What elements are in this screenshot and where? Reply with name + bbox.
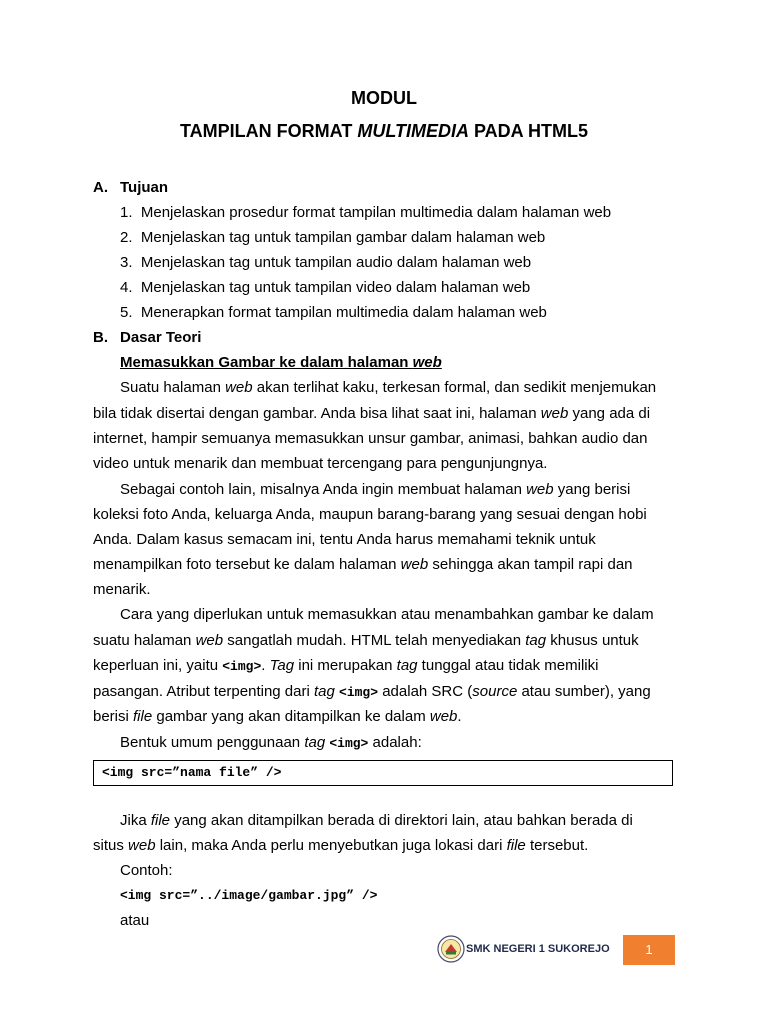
section-b-heading: Dasar Teori (120, 329, 202, 346)
section-a-letter: A. (93, 179, 108, 196)
paragraph-line: keperluan ini, yaitu <img>. Tag ini merupakan tag tunggal atau tidak memiliki (93, 657, 599, 674)
doc-title-line1: MODUL (351, 88, 417, 108)
list-item: 2. Menjelaskan tag untuk tampilan gambar dalam halaman web (120, 229, 546, 246)
section-a-heading: Tujuan (120, 179, 169, 196)
list-item: 3. Menjelaskan tag untuk tampilan audio dalam halaman web (120, 254, 532, 271)
doc-title-line2: TAMPILAN FORMAT MULTIMEDIA PADA HTML5 (180, 121, 588, 141)
code-example-box (93, 760, 673, 786)
section-b-letter: B. (93, 329, 108, 346)
or-label: atau (120, 912, 150, 929)
paragraph-line: menampilkan foto tersebut ke dalam halaman web sehingga akan tampil rapi dan (93, 556, 633, 573)
list-item: 4. Menjelaskan tag untuk tampilan video dalam halaman web (120, 279, 531, 296)
paragraph-line: bila tidak disertai dengan gambar. Anda bisa lihat saat ini, halaman web yang ada di (93, 405, 651, 422)
paragraph-line: Sebagai contoh lain, misalnya Anda ingin membuat halaman web yang berisi (120, 481, 631, 498)
subsection-heading: Memasukkan Gambar ke dalam halaman web (120, 354, 442, 371)
page-number-badge: 1 (623, 935, 675, 965)
paragraph-line: internet, hampir semuanya memasukkan unsur gambar, animasi, bahkan audio dan (93, 430, 648, 447)
paragraph-line: Jika file yang akan ditampilkan berada di direktori lain, atau bahkan berada di (120, 812, 633, 829)
paragraph-line: situs web lain, maka Anda perlu menyebutkan juga lokasi dari file tersebut. (93, 837, 589, 854)
paragraph-line: Anda. Dalam kasus semacam ini, tentu Anda harus memahami teknik untuk (93, 531, 596, 548)
paragraph-line: pasangan. Atribut terpenting dari tag <img> adalah SRC (source atau sumber), yang (93, 683, 651, 700)
paragraph-line: Cara yang diperlukan untuk memasukkan atau menambahkan gambar ke dalam (120, 606, 654, 623)
paragraph-line: Bentuk umum penggunaan tag <img> adalah: (120, 734, 422, 751)
paragraph-line: menarik. (93, 581, 151, 598)
paragraph-line: video untuk menarik dan membuat tercengang para pengunjungnya. (93, 455, 548, 472)
paragraph-line: Suatu halaman web akan terlihat kaku, terkesan formal, dan sedikit menjemukan (120, 379, 657, 396)
code-example-text: <img src=”nama file” /> (102, 765, 282, 780)
list-item: 1. Menjelaskan prosedur format tampilan multimedia dalam halaman web (120, 204, 612, 221)
school-logo-icon (437, 935, 465, 963)
list-item: 5. Menerapkan format tampilan multimedia dalam halaman web (120, 304, 547, 321)
paragraph-line: koleksi foto Anda, keluarga Anda, maupun barang-barang yang sesuai dengan hobi (93, 506, 647, 523)
paragraph-line: suatu halaman web sangatlah mudah. HTML telah menyediakan tag khusus untuk (93, 632, 639, 649)
footer-school-name: SMK NEGERI 1 SUKOREJO (466, 943, 610, 955)
paragraph-line: berisi file gambar yang akan ditampilkan ke dalam web. (93, 708, 462, 725)
example-label: Contoh: (120, 862, 173, 879)
example-code: <img src=”../image/gambar.jpg” /> (120, 888, 378, 903)
